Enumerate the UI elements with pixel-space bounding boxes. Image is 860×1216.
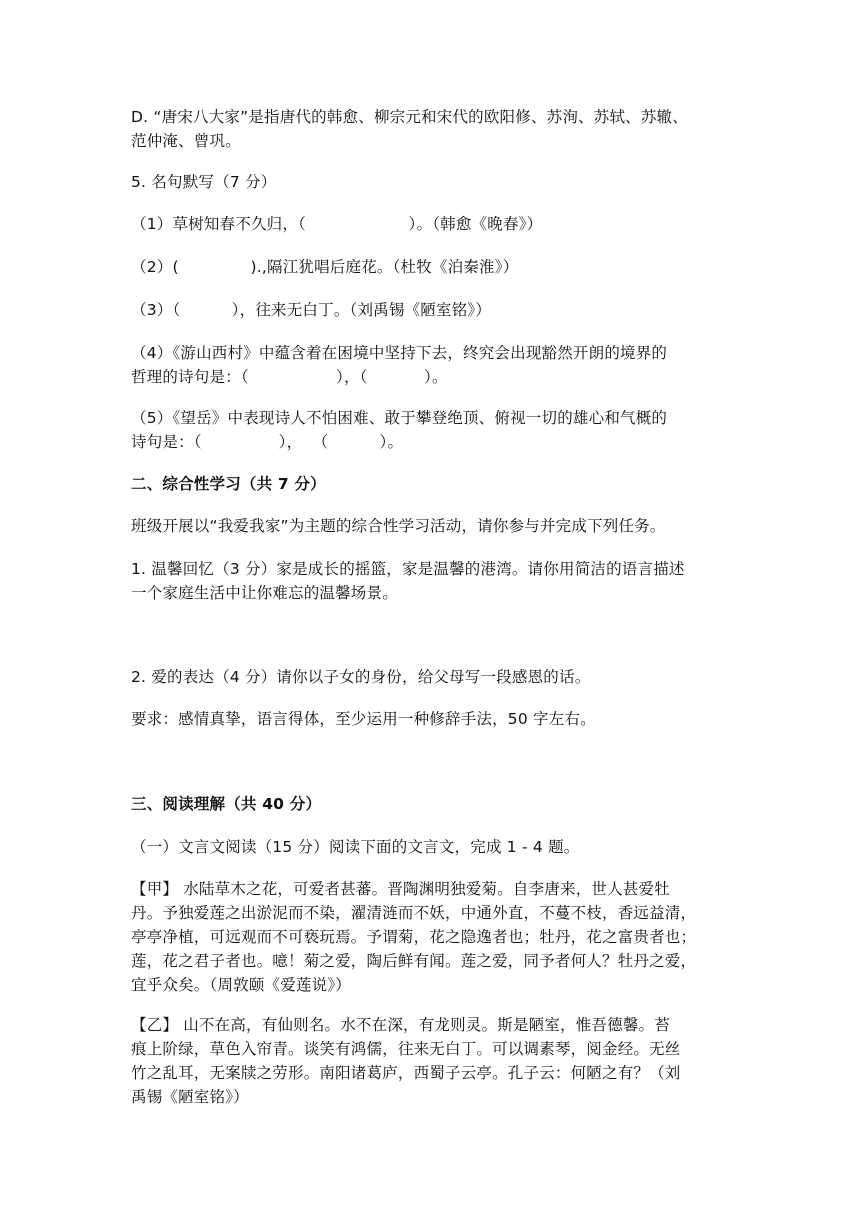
section-two-q2: 2. 爱的表达（4 分）请你以子女的身份，给父母写一段感恩的话。: [131, 668, 591, 686]
passage-yi-line-4: 禹锡《陋室铭》）: [131, 1088, 249, 1106]
passage-yi-line-1: 【乙】 山不在高，有仙则名。水不在深，有龙则灵。斯是陋室，惟吾德馨。苔: [131, 1016, 670, 1034]
section-two-intro: 班级开展以“我爱我家”为主题的综合性学习活动，请你参与并完成下列任务。: [131, 517, 666, 535]
passage-jia-line-4: 莲，花之君子者也。噫！菊之爱，陶后鲜有闻。莲之爱，同予者何人？牡丹之爱，: [131, 952, 697, 970]
passage-yi-line-2: 痕上阶绿，草色入帘青。谈笑有鸿儒，往来无白丁。可以调素琴，阅金经。无丝: [131, 1040, 681, 1058]
passage-jia-line-2: 丹。予独爱莲之出淤泥而不染，濯清涟而不妖，中通外直，不蔓不枝，香远益清，: [131, 904, 697, 922]
passage-jia-line-5: 宜乎众矣。（周敦颐《爱莲说》）: [131, 976, 352, 994]
passage-jia-line-3: 亭亭净植，可远观而不可亵玩焉。予谓菊，花之隐逸者也；牡丹，花之富贵者也；: [131, 928, 697, 946]
q5-item-4-line-2: 哲理的诗句是：（ ），（ ）。: [131, 368, 448, 386]
section-two-q1-line-2: 一个家庭生活中让你难忘的温馨场景。: [131, 584, 398, 602]
q5-item-5-line-2: 诗句是：（ ）， （ ）。: [131, 433, 404, 451]
section-two-requirement: 要求：感情真挚，语言得体，至少运用一种修辞手法，50 字左右。: [131, 710, 596, 728]
section-three-sub1: （一）文言文阅读（15 分）阅读下面的文言文，完成 1 - 4 题。: [131, 838, 580, 856]
option-d-line-2: 范仲淹、曾巩。: [131, 132, 241, 150]
section-two-q1-line-1: 1. 温馨回忆（3 分）家是成长的摇篮，家是温馨的港湾。请你用简洁的语言描述: [131, 560, 685, 578]
q5-item-3: （3）（ ），往来无白丁。（刘禹锡《陋室铭》）: [131, 301, 492, 319]
q5-title: 5. 名句默写（7 分）: [131, 173, 277, 191]
q5-item-5-line-1: （5）《望岳》中表现诗人不怕困难、敢于攀登绝顶、俯视一切的雄心和气概的: [131, 409, 668, 427]
q5-item-2: （2）( ).,隔江犹唱后庭花。（杜牧《泊秦淮》）: [131, 258, 519, 276]
q5-item-1: （1）草树知春不久归，（ ）。（韩愈《晚春》）: [131, 215, 543, 233]
option-d-line-1: D. “唐宋八大家”是指唐代的韩愈、柳宗元和宋代的欧阳修、苏洵、苏轼、苏辙、: [131, 108, 688, 126]
q5-item-4-line-1: （4）《游山西村》中蕴含着在困境中坚持下去，终究会出现豁然开朗的境界的: [131, 344, 668, 362]
section-two-heading: 二、综合性学习（共 7 分）: [131, 475, 326, 493]
section-three-heading: 三、阅读理解（共 40 分）: [131, 795, 322, 813]
passage-jia-line-1: 【甲】 水陆草木之花，可爱者甚蕃。晋陶渊明独爱菊。自李唐来，世人甚爱牡: [131, 880, 670, 898]
passage-yi-line-3: 竹之乱耳，无案牍之劳形。南阳诸葛庐，西蜀子云亭。孔子云：何陋之有？（刘: [131, 1064, 681, 1082]
